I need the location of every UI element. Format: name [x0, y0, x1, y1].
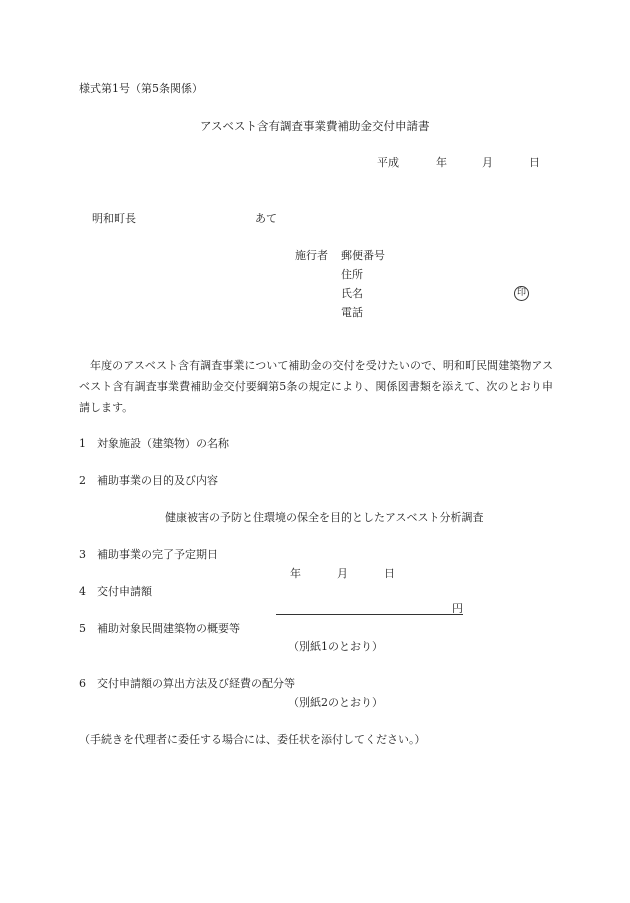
application-statement: 年度のアスベスト含有調査事業について補助金の交付を受けたいので、明和町民間建築物アスベスト含有調査事業費補助金交付要綱第5条の規定により、関係図書類を添えて、次のとおり申請します。 [79, 359, 553, 414]
applicant-role: 施行者 [295, 249, 328, 262]
addressee-suffix: あて [255, 212, 277, 225]
date-era: 平成 [377, 156, 399, 169]
seal-mark: 印 [514, 286, 529, 301]
item-3-month-label: 月 [337, 567, 348, 580]
amount-underline [276, 614, 463, 615]
item-6-calculation: 6 交付申請額の算出方法及び経費の配分等 [79, 677, 295, 690]
item-2-content: 健康被害の予防と住環境の保全を目的としたアスベスト分析調査 [165, 511, 484, 524]
amount-unit: 円 [452, 602, 463, 615]
item-3-day-label: 日 [384, 567, 395, 580]
item-5-building-overview: 5 補助対象民間建築物の概要等 [79, 622, 240, 635]
item-2-purpose: 2 補助事業の目的及び内容 [79, 474, 218, 487]
date-year-label: 年 [436, 156, 447, 169]
phone-label: 電話 [341, 306, 363, 319]
proxy-footnote: （手続きを代理者に委任する場合には、委任状を添付してください。） [79, 733, 426, 746]
address-label: 住所 [341, 268, 363, 281]
item-5-note: （別紙1のとおり） [288, 640, 383, 653]
addressee-name: 明和町長 [92, 212, 136, 225]
document-title: アスベスト含有調査事業費補助金交付申請書 [200, 119, 430, 133]
date-month-label: 月 [482, 156, 493, 169]
item-4-amount: 4 交付申請額 [79, 585, 152, 598]
item-3-completion-date: 3 補助事業の完了予定期日 [79, 548, 218, 561]
form-number: 様式第1号（第5条関係） [79, 82, 203, 95]
date-day-label: 日 [529, 156, 540, 169]
postal-code-label: 郵便番号 [341, 249, 385, 262]
item-6-note: （別紙2のとおり） [288, 696, 383, 709]
name-label: 氏名 [341, 287, 363, 300]
item-1-facility-name: 1 対象施設（建築物）の名称 [79, 437, 229, 450]
item-3-year-label: 年 [290, 567, 301, 580]
